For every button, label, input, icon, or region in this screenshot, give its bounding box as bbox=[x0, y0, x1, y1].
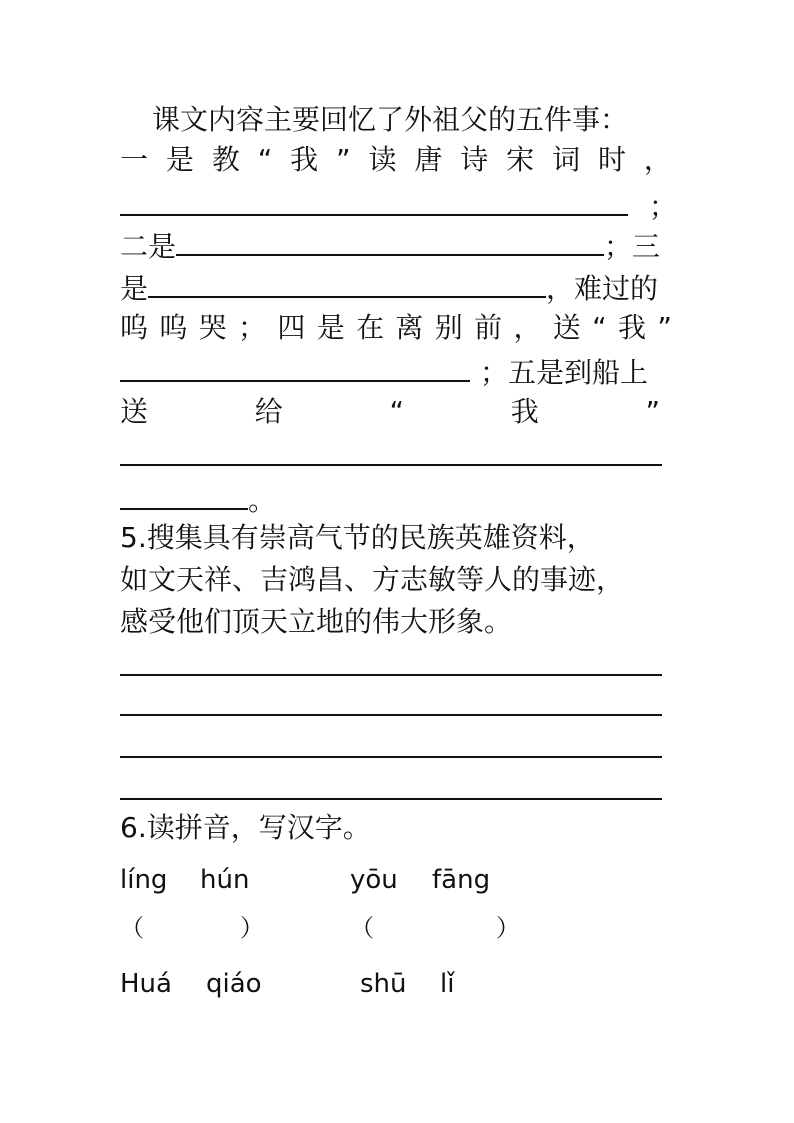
answer-blank[interactable] bbox=[120, 674, 662, 676]
char: 我 bbox=[290, 143, 319, 176]
q5-line1 bbox=[120, 518, 595, 558]
q4-item4-line bbox=[120, 308, 672, 348]
char: “ bbox=[592, 311, 607, 344]
char: 唐 bbox=[414, 143, 443, 176]
q5-line3 bbox=[120, 602, 512, 642]
pinyin-fang: fāng bbox=[432, 865, 491, 895]
answer-blank[interactable] bbox=[176, 224, 604, 256]
pinyin-shu: shū bbox=[360, 969, 407, 999]
paren-open: （ bbox=[350, 914, 374, 942]
char: ” bbox=[657, 311, 672, 344]
char: 送 bbox=[552, 311, 581, 344]
pinyin-hua: Huá bbox=[120, 969, 172, 999]
pinyin-ling: líng bbox=[120, 865, 168, 895]
char: 呜 bbox=[159, 311, 188, 344]
char: 是 bbox=[316, 311, 345, 344]
q4-item1-answer-line bbox=[120, 184, 677, 224]
answer-blank[interactable] bbox=[120, 756, 662, 758]
char: ” bbox=[336, 143, 351, 176]
q6-title-text: 6.读拼音，写汉字。 bbox=[120, 811, 371, 844]
char: ” bbox=[645, 395, 660, 428]
answer-blank[interactable] bbox=[148, 266, 546, 298]
char: 呜 bbox=[120, 311, 149, 344]
q4-intro-text: 课文内容主要回忆了外祖父的五件事： bbox=[152, 103, 629, 136]
char: “ bbox=[389, 395, 404, 428]
q4-item4-tail: ；五是到船上 bbox=[480, 356, 649, 389]
char: ， bbox=[643, 143, 672, 176]
paren-close[interactable]: ） bbox=[496, 914, 520, 942]
char: 送 bbox=[120, 395, 149, 428]
q4-item5-answer-end bbox=[120, 478, 276, 518]
q4-end-period: 。 bbox=[248, 484, 277, 517]
q5-prompt-1: 5.搜集具有崇高气节的民族英雄资料， bbox=[120, 521, 595, 554]
paren-close[interactable]: ） bbox=[240, 914, 264, 942]
q4-item3-head: 是 bbox=[120, 272, 149, 305]
pinyin-hun: hún bbox=[200, 865, 250, 895]
char: 时 bbox=[597, 143, 626, 176]
char: 在 bbox=[356, 311, 385, 344]
q4-item2-head: 二是 bbox=[120, 230, 177, 263]
char: 宋 bbox=[506, 143, 535, 176]
char: 诗 bbox=[460, 143, 489, 176]
char: 哭 bbox=[198, 311, 227, 344]
q4-item5-line bbox=[120, 392, 660, 432]
q6-title bbox=[120, 808, 371, 848]
answer-blank[interactable] bbox=[120, 714, 662, 716]
answer-blank[interactable] bbox=[120, 464, 662, 466]
pinyin-you: yōu bbox=[350, 865, 398, 895]
char: 是 bbox=[165, 143, 194, 176]
answer-blank[interactable] bbox=[120, 478, 248, 510]
q5-line2 bbox=[120, 560, 624, 600]
char: ， bbox=[513, 311, 542, 344]
q5-prompt-3: 感受他们顶天立地的伟大形象。 bbox=[120, 605, 513, 638]
char: 前 bbox=[474, 311, 503, 344]
answer-blank[interactable] bbox=[120, 184, 628, 216]
q5-prompt-2: 如文天祥、吉鸿昌、方志敏等人的事迹， bbox=[120, 563, 625, 596]
char: 我 bbox=[617, 311, 646, 344]
q4-item4-answer-line bbox=[120, 350, 648, 390]
char: “ bbox=[257, 143, 273, 176]
q4-item3-tail: ，难过的 bbox=[546, 272, 659, 305]
q4-item3-line bbox=[120, 266, 658, 306]
char: 离 bbox=[395, 311, 424, 344]
char: 教 bbox=[211, 143, 240, 176]
paren-open: （ bbox=[120, 914, 144, 942]
char: 读 bbox=[368, 143, 397, 176]
char: 我 bbox=[510, 395, 539, 428]
pinyin-qiao: qiáo bbox=[206, 969, 262, 999]
char: 词 bbox=[552, 143, 581, 176]
answer-blank[interactable] bbox=[120, 798, 662, 800]
q4-item2-line bbox=[120, 224, 660, 264]
char: 一 bbox=[120, 143, 149, 176]
char: 四 bbox=[277, 311, 306, 344]
answer-blank[interactable] bbox=[120, 350, 470, 382]
q4-item1-tail: ； bbox=[648, 190, 677, 223]
q4-item2-tail: ；三 bbox=[604, 230, 661, 263]
char: 给 bbox=[254, 395, 283, 428]
q4-item1-line bbox=[120, 140, 672, 180]
char: 别 bbox=[434, 311, 463, 344]
q4-intro-line bbox=[152, 100, 628, 140]
char: ； bbox=[238, 311, 267, 344]
pinyin-li: lǐ bbox=[440, 969, 455, 999]
